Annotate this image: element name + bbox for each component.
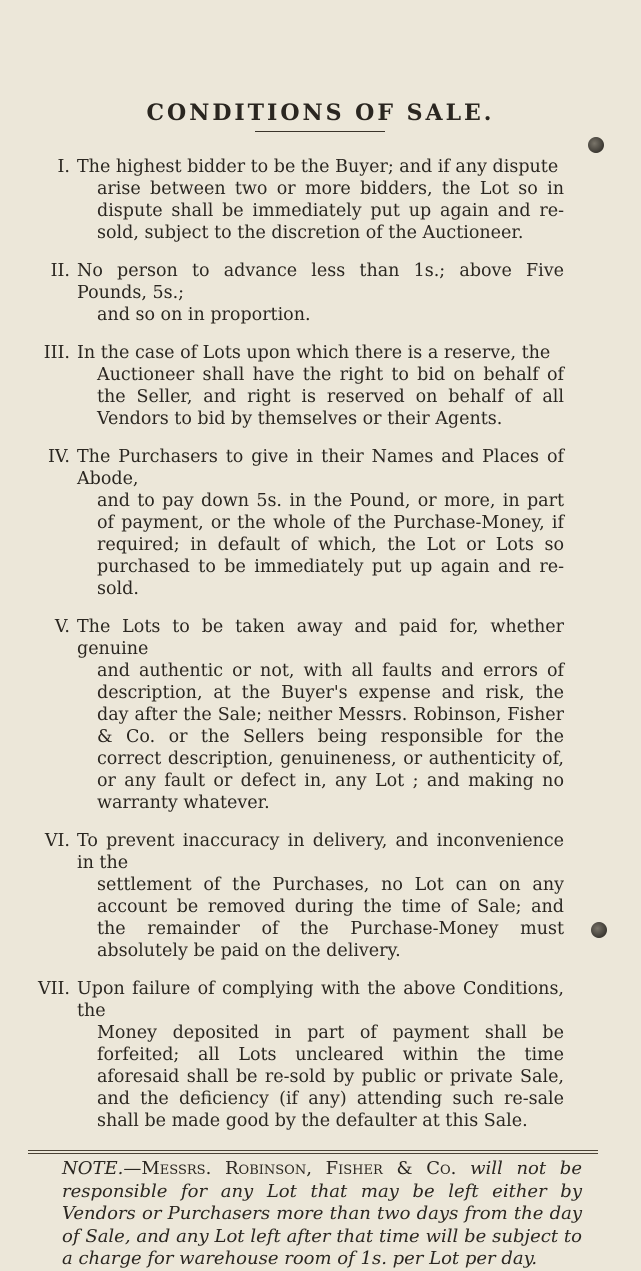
- note-divider: [28, 1150, 598, 1151]
- condition-continuation: Auctioneer shall have the right to bid on behalf of the Seller, and right is reserved on behalf of all Vendors to bid by themselves or their Agents.: [97, 365, 564, 429]
- condition-text: [77, 260, 564, 326]
- condition-text: [77, 342, 564, 430]
- condition-continuation: and to pay down 5s. in the Pound, or more, in part of payment, or the whole of the Purchase-Money, if required; in default of which, the Lot or Lots so purchased to be immediately put up again and re-sold.: [97, 491, 564, 599]
- condition-number: VI.: [44, 831, 70, 851]
- note-firm: Messrs. Robinson, Fisher & Co.: [141, 1158, 457, 1179]
- condition-first-line: In the case of Lots upon which there is a reserve, the: [77, 343, 551, 363]
- condition-first-line: To prevent inaccuracy in delivery, and inconvenience in the: [77, 831, 564, 873]
- condition-continuation: and so on in proportion.: [97, 305, 311, 325]
- condition-number: III.: [43, 343, 70, 363]
- title-underline: [255, 131, 385, 132]
- footer-note: [62, 1158, 582, 1271]
- condition-number: II.: [50, 261, 70, 281]
- condition-number: I.: [57, 157, 70, 177]
- condition-first-line: The Lots to be taken away and paid for, whether genuine: [77, 617, 564, 659]
- note-lead: NOTE.—: [62, 1158, 142, 1179]
- binding-hole-icon: [591, 922, 607, 938]
- condition-continuation: arise between two or more bidders, the Lot so in dispute shall be immediately put up again and re-sold, subject to the discretion of the Auctioneer.: [97, 179, 564, 243]
- condition-first-line: The Purchasers to give in their Names and Places of Abode,: [77, 447, 564, 489]
- condition-first-line: Upon failure of complying with the above Conditions, the: [77, 979, 564, 1021]
- condition-number: VII.: [37, 979, 70, 999]
- condition-first-line: The highest bidder to be the Buyer; and if any dispute: [77, 157, 559, 177]
- condition-number: IV.: [47, 447, 70, 467]
- note-body: will not be responsible for any Lot that may be left either by Vendors or Purchasers more than two days from the day of Sale, and any Lot left after that time will be subject to a charge for warehouse room of 1s. per Lot per day.: [62, 1158, 582, 1269]
- condition-number: V.: [54, 617, 70, 637]
- page-title: CONDITIONS OF SALE.: [146, 100, 495, 126]
- condition-continuation: and authentic or not, with all faults and errors of description, at the Buyer's expense and risk, the day after the Sale; neither Messrs. Robinson, Fisher & Co. or the Sellers being responsible for the correct description, genuineness, or authenticity of, or any fault or defect in, any Lot ; and making no warranty whatever.: [97, 661, 564, 813]
- condition-continuation: Money deposited in part of payment shall be forfeited; all Lots uncleared within the time aforesaid shall be re-sold by public or private Sale, and the deficiency (if any) attending such re-sale shall be made good by the defaulter at this Sale.: [97, 1023, 564, 1131]
- binding-hole-icon: [588, 137, 604, 153]
- condition-text: [77, 616, 564, 814]
- note-divider: [28, 1153, 598, 1154]
- condition-text: [77, 156, 564, 244]
- condition-continuation: settlement of the Purchases, no Lot can on any account be removed during the time of Sale; and the remainder of the Purchase-Money must absolutely be paid on the delivery.: [97, 875, 564, 961]
- condition-text: [77, 830, 564, 962]
- condition-first-line: No person to advance less than 1s.; above Five Pounds, 5s.;: [77, 261, 564, 303]
- condition-text: [77, 978, 564, 1132]
- condition-text: [77, 446, 564, 600]
